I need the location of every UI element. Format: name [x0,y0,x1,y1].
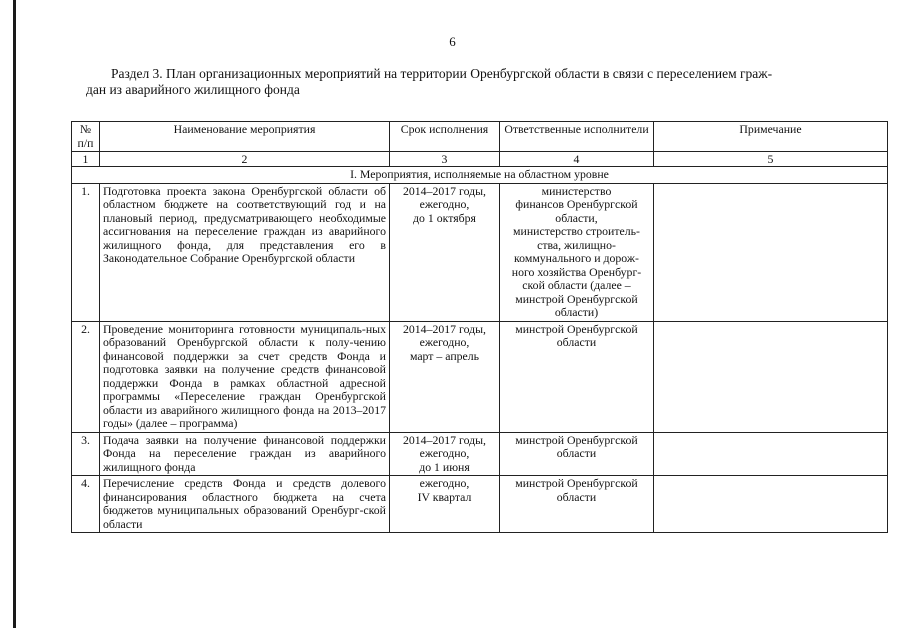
responsible-line: ства, жилищно- [537,237,616,252]
activity-name: Подготовка проекта закона Оренбургской области об областном бюджете на соответствующий год и на плановый период, предусматривающего необходимые ассигнования на переселение граждан из аварийного жилищного фонда, для представления его в Законодательное Собрание Оренбургской области [100,183,390,321]
term-line: ежегодно, [419,446,470,460]
responsible-line: ской области (далее – [522,278,631,292]
note-cell [654,432,888,476]
term-line: 2014–2017 годы, [402,183,487,198]
column-index-row [72,152,888,167]
header-responsible: Ответственные исполнители [500,122,654,152]
responsible-line: минстрой Оренбургской [515,291,638,306]
header-note: Примечание [654,122,888,152]
responsible-line: области [556,335,597,349]
responsible-line: ного хозяйства Оренбург- [511,264,642,279]
term-cell [390,183,500,321]
responsible-line: минстрой Оренбургской [515,432,638,447]
table-row [72,476,888,533]
section-heading: I. Мероприятия, исполняемые на областном уровне [72,167,888,184]
activity-name: Подача заявки на получение финансовой поддержки Фонда на переселение граждан из аварийного жилищного фонда [100,432,390,476]
table-header-row [72,122,888,152]
note-cell [654,183,888,321]
scan-edge-line [13,0,16,628]
column-index-cell: 3 [390,152,500,167]
responsible-line: области [556,489,597,504]
header-term: Срок исполнения [390,122,500,152]
responsible-cell [500,321,654,432]
responsible-line: министерство строитель- [513,224,640,238]
section-title-line-1: Раздел 3. План организационных мероприятий на территории Оренбургской области в связи с переселением граж- [111,66,773,81]
responsible-cell [500,183,654,321]
responsible-line: коммунального и дорож- [514,251,639,265]
header-num: № п/п [72,122,100,152]
table-row [72,321,888,432]
term-line: март – апрель [409,348,480,363]
column-index-cell: 4 [500,152,654,167]
row-number: 3. [72,432,100,476]
responsible-line: области, [555,210,598,225]
term-cell [390,321,500,432]
responsible-line: финансов Оренбургской [515,197,638,211]
term-line: до 1 октября [413,210,476,225]
section-title-line-2: дан из аварийного жилищного фонда [86,82,300,97]
note-cell [654,476,888,533]
table-row [72,432,888,476]
column-index-cell: 1 [72,152,100,167]
table-row [72,183,888,321]
responsible-cell [500,432,654,476]
row-number: 4. [72,476,100,533]
section-title [86,66,876,98]
page-number: 6 [449,34,456,49]
note-cell [654,321,888,432]
responsible-line: минстрой Оренбургской [515,476,638,490]
term-cell [390,432,500,476]
responsible-line: области [556,446,597,460]
activity-name: Проведение мониторинга готовности муниципаль-ных образований Оренбургской области к полу-чению финансовой поддержки за счет средств Фонда и подготовка заявки на получение средств финансовой поддержки Фонда в рамках областной адресной программы «Переселение граждан Оренбургской области из аварийного жилищного фонда на 2013–2017 годы» (далее – программа) [100,321,390,432]
section-heading-row [72,167,888,184]
column-index-cell: 5 [654,152,888,167]
row-number: 2. [72,321,100,432]
term-line: 2014–2017 годы, [402,321,487,336]
header-name: Наименование мероприятия [100,122,390,152]
plan-table [71,121,888,533]
activity-name: Перечисление средств Фонда и средств долевого финансирования областного бюджета на счета бюджетов муниципальных образований Оренбург-ской области [100,476,390,533]
responsible-line: министерство [541,183,612,198]
responsible-line: области) [554,305,599,319]
term-cell [390,476,500,533]
term-line: ежегодно, [419,476,470,490]
term-line: ежегодно, [419,335,470,349]
term-line: 2014–2017 годы, [402,432,487,447]
term-line: IV квартал [417,489,472,504]
row-number: 1. [72,183,100,321]
term-line: ежегодно, [419,197,470,211]
term-line: до 1 июня [419,459,470,474]
column-index-cell: 2 [100,152,390,167]
responsible-cell [500,476,654,533]
responsible-line: минстрой Оренбургской [515,321,638,336]
